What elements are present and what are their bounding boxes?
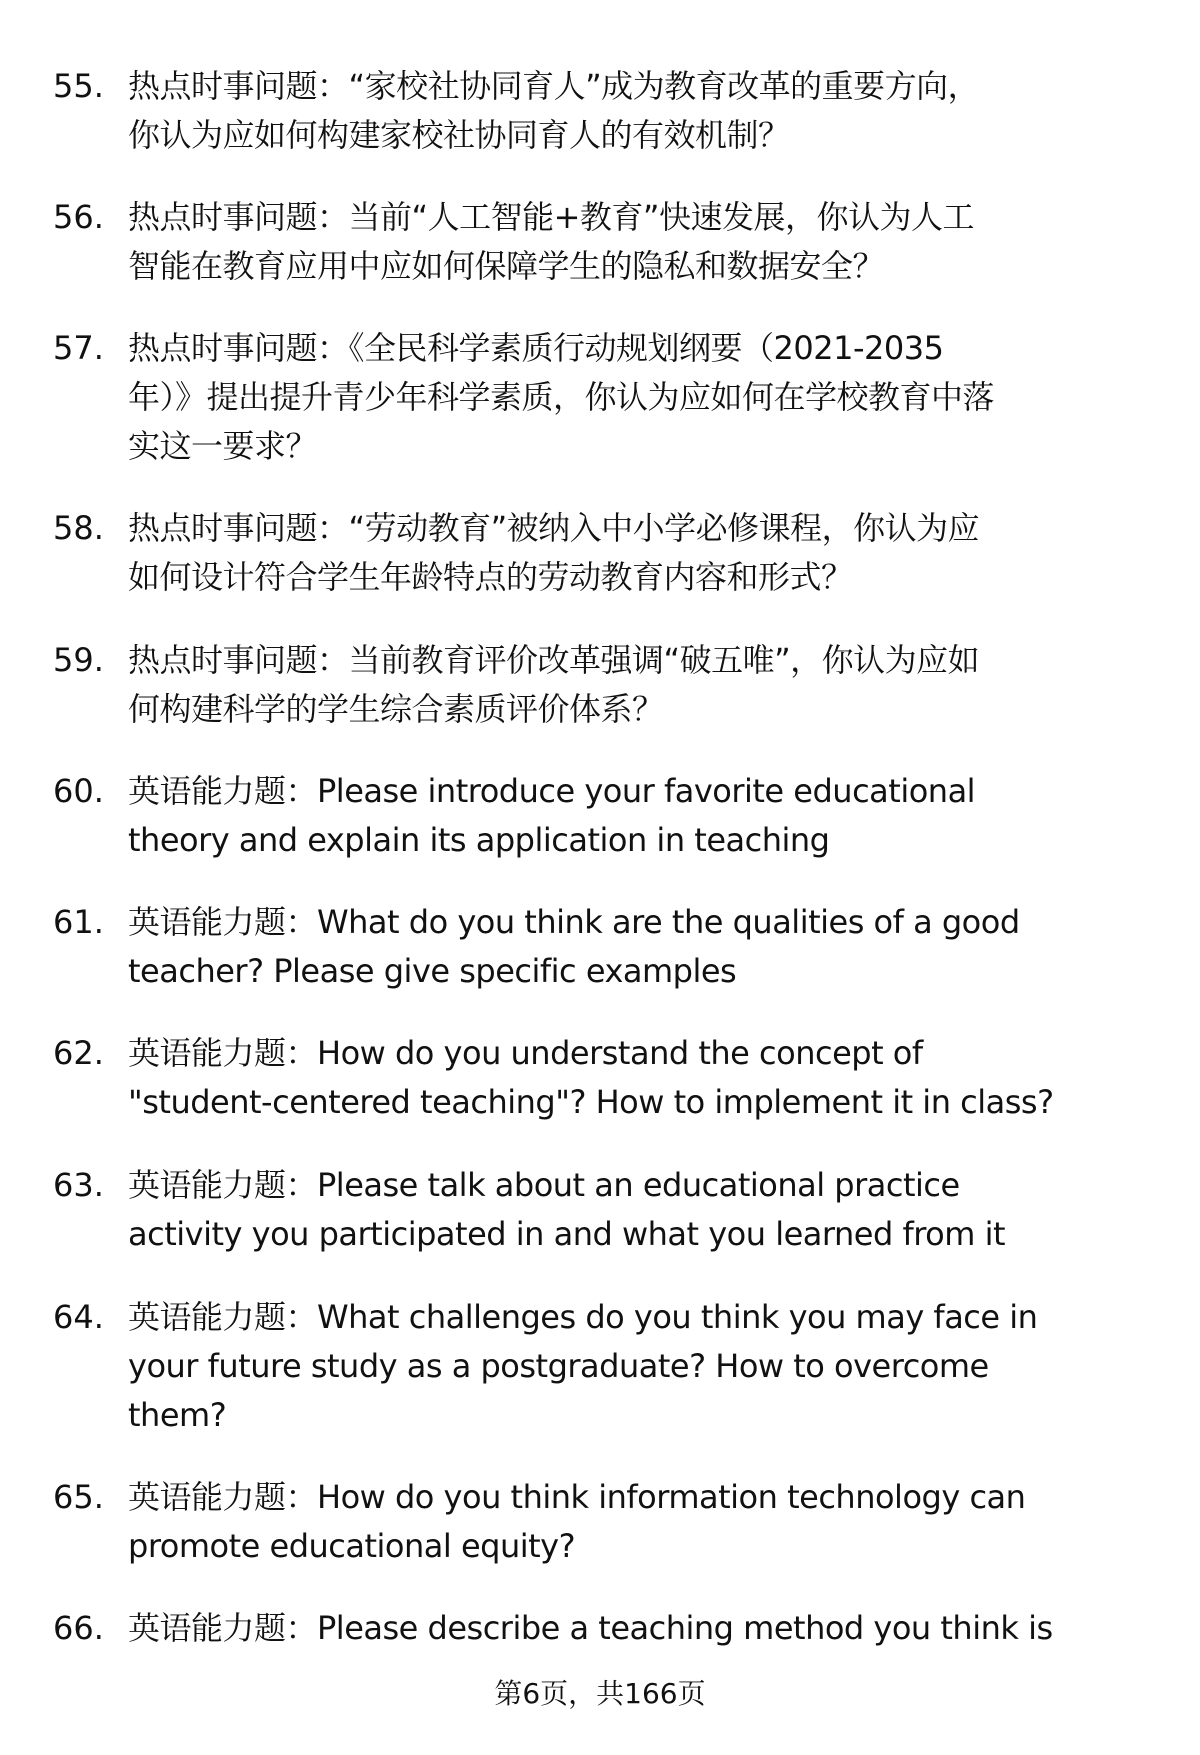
question-text-line: 实这一要求？ <box>128 427 318 465</box>
question-text-line: 英语能力题：How do you think information technology can <box>128 1478 1026 1516</box>
question-text-line: theory and explain its application in teaching <box>128 821 830 859</box>
question-text-line: 英语能力题：Please introduce your favorite educational <box>128 772 976 810</box>
question-text-line: teacher? Please give specific examples <box>128 952 737 990</box>
question-text-line: 英语能力题：How do you understand the concept of <box>128 1034 923 1072</box>
question-number: 66. <box>53 1609 104 1647</box>
question-number: 55. <box>53 67 104 105</box>
question-number: 58. <box>53 509 104 547</box>
question-number: 62. <box>53 1034 104 1072</box>
question-text-line: 英语能力题：What do you think are the qualities of a good <box>128 903 1020 941</box>
question-number: 61. <box>53 903 104 941</box>
question-number: 59. <box>53 641 104 679</box>
question-number: 60. <box>53 772 104 810</box>
question-text-line: 热点时事问题：“劳动教育”被纳入中小学必修课程，你认为应 <box>128 509 980 547</box>
question-number: 56. <box>53 198 104 236</box>
question-text-line: 热点时事问题：“家校社协同育人”成为教育改革的重要方向， <box>128 67 980 105</box>
question-text-line: 热点时事问题：当前教育评价改革强调“破五唯”，你认为应如 <box>128 641 980 679</box>
question-text-line: "student-centered teaching"? How to implement it in class? <box>128 1083 1054 1121</box>
question-text-line: your future study as a postgraduate? How to overcome <box>128 1347 989 1385</box>
question-text-line: 英语能力题：Please talk about an educational practice <box>128 1166 960 1204</box>
question-number: 57. <box>53 329 104 367</box>
question-number: 65. <box>53 1478 104 1516</box>
question-text-line: 年）》提出提升青少年科学素质，你认为应如何在学校教育中落 <box>128 378 995 416</box>
question-text-line: them? <box>128 1396 227 1434</box>
question-text-line: 英语能力题：Please describe a teaching method you think is <box>128 1609 1053 1647</box>
question-text-line: 你认为应如何构建家校社协同育人的有效机制？ <box>128 116 790 154</box>
question-text-line: 如何设计符合学生年龄特点的劳动教育内容和形式？ <box>128 558 853 596</box>
question-text-line: promote educational equity? <box>128 1527 576 1565</box>
question-number: 64. <box>53 1298 104 1336</box>
question-text-line: 热点时事问题：《全民科学素质行动规划纲要（2021-2035 <box>128 329 944 367</box>
question-text-line: 英语能力题：What challenges do you think you may face in <box>128 1298 1038 1336</box>
question-text-line: activity you participated in and what you learned from it <box>128 1215 1006 1253</box>
question-text-line: 何构建科学的学生综合素质评价体系？ <box>128 690 664 728</box>
question-number: 63. <box>53 1166 104 1204</box>
question-text-line: 智能在教育应用中应如何保障学生的隐私和数据安全？ <box>128 247 885 285</box>
question-text-line: 热点时事问题：当前“人工智能+教育”快速发展，你认为人工 <box>128 198 974 236</box>
page-footer: 第6页，共166页 <box>494 1677 706 1710</box>
